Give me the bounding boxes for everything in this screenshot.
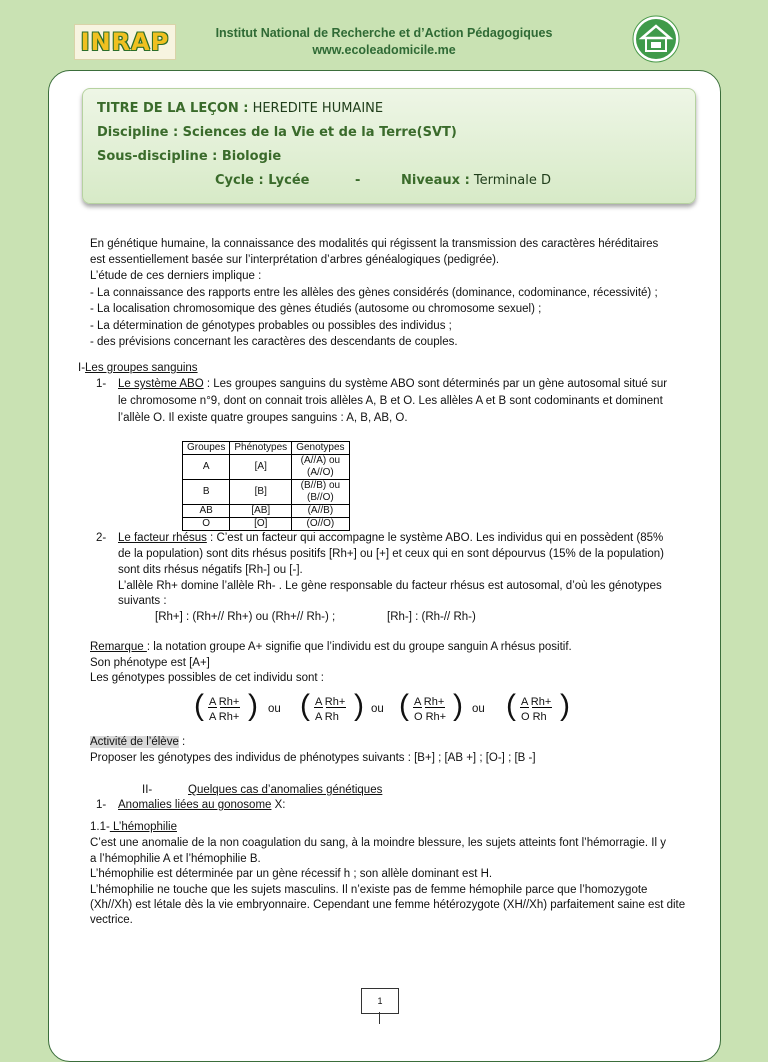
activity-text: Proposer les génotypes des individus de phénotypes suivants : [B+] ; [AB +] ; [O-] ; [B -] [90, 752, 536, 764]
page-header [0, 0, 768, 70]
table-header-row: Groupes Phénotypes Genotypes [183, 442, 350, 455]
hemophilia-line: C’est une anomalie de la non coagulation du sang, à la moindre blessure, les sujets atteints font l’hémorragie. Il y [90, 837, 666, 849]
genotype-fraction: ( A Rh+ O Rh ) [506, 689, 570, 723]
page-number-connector [379, 1012, 380, 1024]
activity-heading: Activité de l’élève : [90, 736, 186, 748]
table-row: A [A] (A//A) ou (A//O) [183, 455, 350, 480]
rhesus-line: sont dits rhésus négatifs [Rh-] ou [-]. [118, 564, 303, 576]
genotype-rh-negative: [Rh-] : (Rh-// Rh-) [387, 611, 476, 623]
section-2-heading: Quelques cas d’anomalies génétiques [188, 784, 383, 796]
intro-line: - des prévisions concernant les caractères des descendants de couples. [90, 336, 458, 348]
abo-paragraph: Le système ABO : Les groupes sanguins du système ABO sont déterminés par un gène autosomal situé sur [118, 378, 668, 390]
subdiscipline-line: Sous-discipline : Biologie [97, 149, 282, 164]
remark-genotypes-intro: Les génotypes possibles de cet individu sont : [90, 672, 324, 684]
abo-line: le chromosome n°9, dont on connait trois allèles A, B et O. Les allèles A et B sont codominants et dominent [118, 395, 663, 407]
hemophilia-heading: 1.1- L’hémophilie [90, 821, 177, 833]
inrap-logo: INRAP [74, 24, 176, 60]
section-2-number: II- [142, 784, 153, 796]
hemophilia-line: vectrice. [90, 914, 133, 926]
genotype-fraction: ( A Rh+ O Rh+ ) [399, 689, 463, 723]
intro-line: - La localisation chromosomique des gènes étudiés (autosome ou chromosome sexuel) ; [90, 303, 542, 315]
title-dash: - [355, 173, 361, 188]
page-number: 1 [361, 988, 399, 1014]
genotype-fraction: ( A Rh+ A Rh+ ) [194, 689, 258, 723]
hemophilia-line: (Xh//Xh) est létale dès la vie embryonnaire. Cependant une femme hétérozygote (XH//Xh) parfaitement saine est dite [90, 899, 686, 911]
section-1-heading: I-Les groupes sanguins [78, 362, 198, 374]
rhesus-line: L’allèle Rh+ domine l’allèle Rh- . Le gène responsable du facteur rhésus est autosomal, d’où les génotypes [118, 580, 662, 592]
intro-line: - La détermination de génotypes probables ou possibles des individus ; [90, 320, 452, 332]
genotype-rh-positive: [Rh+] : (Rh+// Rh+) ou (Rh+// Rh-) ; [155, 611, 336, 623]
rhesus-line: suivants : [118, 595, 167, 607]
discipline-line: Discipline : Sciences de la Vie et de la Terre(SVT) [97, 125, 457, 140]
cycle-label: Cycle : Lycée [215, 173, 310, 188]
lesson-title-card [82, 88, 696, 204]
level-line: Niveaux : Terminale D [401, 173, 551, 188]
hemophilia-line: L’hémophilie ne touche que les sujets masculins. Il n’existe pas de femme hémophile parce que l’homozygote [90, 884, 648, 896]
or-separator: ou [268, 703, 281, 715]
institute-name: Institut National de Recherche et d’Action Pédagogiques [215, 26, 553, 40]
intro-line: - La connaissance des rapports entre les allèles des gènes considérés (dominance, codominance, récessivité) ; [90, 287, 658, 299]
gonosome-number: 1- [96, 799, 107, 811]
intro-line: L’étude de ces derniers implique : [90, 270, 262, 282]
blood-group-table [182, 441, 350, 531]
rhesus-paragraph: Le facteur rhésus : C’est un facteur qui accompagne le système ABO. Les individus qui en possèdent (85% [118, 532, 664, 544]
genotype-fraction: ( A Rh+ A Rh ) [300, 689, 364, 723]
remark-phenotype: Son phénotype est [A+] [90, 657, 210, 669]
rhesus-number: 2- [96, 532, 107, 544]
intro-line: est essentiellement basée sur l’interprétation d’arbres généalogiques (pedigrée). [90, 254, 500, 266]
hemophilia-line: a l’hémophilie A et l’hémophilie B. [90, 853, 261, 865]
or-separator: ou [472, 703, 485, 715]
website-link[interactable]: www.ecoleadomicile.me [312, 43, 456, 57]
or-separator: ou [371, 703, 384, 715]
lesson-title: TITRE DE LA LEÇON : HEREDITE HUMAINE [97, 101, 384, 116]
abo-line: l’allèle O. Il existe quatre groupes sanguins : A, B, AB, O. [118, 412, 408, 424]
hemophilia-line: L’hémophilie est déterminée par un gène récessif h ; son allèle dominant est H. [90, 868, 493, 880]
intro-line: En génétique humaine, la connaissance des modalités qui régissent la transmission des caractères héréditaires [90, 238, 659, 250]
gonosome-heading: Anomalies liées au gonosome X: [118, 799, 286, 811]
remark-line: Remarque : la notation groupe A+ signifie que l’individu est du groupe sanguin A rhésus positif. [90, 641, 572, 653]
school-home-logo-icon [632, 15, 680, 63]
table-row: AB [AB] (A//B) [183, 505, 350, 518]
table-row: O [O] (O//O) [183, 518, 350, 531]
rhesus-line: de la population) sont dits rhésus positifs [Rh+] ou [+] et ceux qui en sont dépourvus (15% de la population) [118, 548, 664, 560]
abo-number: 1- [96, 378, 107, 390]
table-row: B [B] (B//B) ou (B//O) [183, 480, 350, 505]
